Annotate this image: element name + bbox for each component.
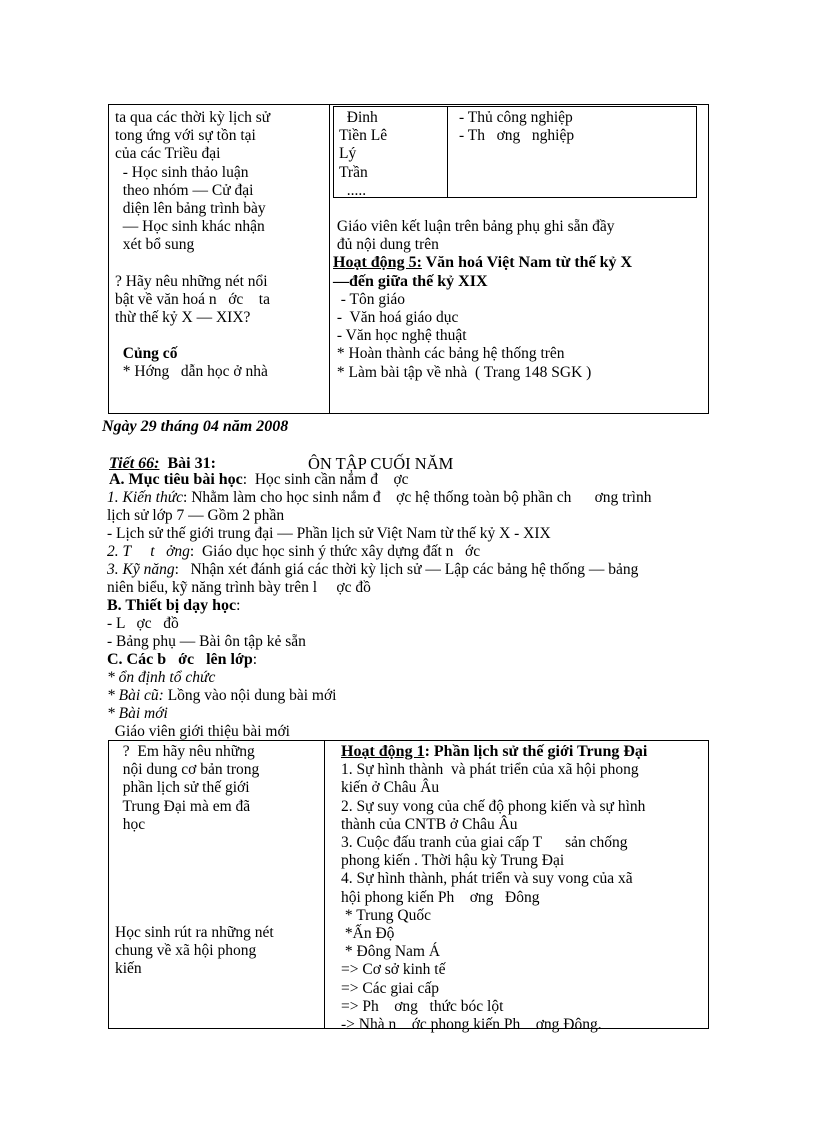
dynasty-item: ..... [339, 181, 367, 199]
equipment-line [107, 597, 240, 615]
equipment-heading: B. Thiết bị dạy học [107, 597, 237, 614]
activity5-heading [333, 254, 632, 272]
objectives-text: : Học sinh cần nắm đ ợc [242, 471, 409, 488]
activity1-heading [341, 743, 647, 761]
activity1-item: => Ph ơng thức bóc lột [341, 997, 504, 1015]
equipment-item: - Bảng phụ — Bài ôn tập kẻ sẵn [107, 633, 306, 650]
activity1-item: 2. Sự suy vong của chế độ phong kiến và sự hình [341, 797, 646, 815]
top-left-line: diện lên bảng trình bày [115, 200, 266, 218]
dynasty-item: Đinh [339, 109, 378, 126]
skills-line [107, 561, 638, 579]
activity5-item: * Làm bài tập về nhà ( Trang 148 SGK ) [333, 363, 592, 381]
activity5-label: Hoạt động 5: [333, 254, 422, 272]
equipment-item: - L ợc đồ [107, 615, 179, 632]
activity1-item: * Trung Quốc [341, 906, 432, 924]
question-line: phần lịch sử thế giới [115, 779, 250, 797]
activity1-item: thành của CNTB ở Châu Âu [341, 815, 518, 833]
activity5-title-cont: —đến giữa thế kỷ XIX [333, 272, 488, 290]
skills-cont: niên biểu, kỹ năng trình bày trên l ợc đồ [107, 579, 371, 596]
conclusion-line: Giáo viên kết luận trên bảng phụ ghi sẵn đầy [333, 218, 615, 235]
top-left-line [115, 255, 325, 273]
top-left-line: theo nhóm — Cử đại [115, 181, 254, 199]
top-left-line [115, 327, 325, 345]
economy-item: - Th ơng nghiệp [459, 127, 575, 145]
top-table-divider [329, 104, 330, 414]
knowledge-line [107, 489, 651, 507]
thought-text: : Giáo dục học sinh ý thức xây dựng đất n ớc [189, 543, 481, 560]
activity5-item: * Hoàn thành các bảng hệ thống trên [333, 345, 565, 363]
question-line: học [115, 815, 146, 833]
top-right-column [333, 218, 632, 382]
dynasty-item: Tiền Lê [339, 127, 388, 145]
top-left-line: — Học sinh khác nhận [115, 218, 265, 236]
dynasty-item: Trần [339, 163, 368, 181]
steps-line [107, 651, 257, 669]
inner-table-divider [447, 106, 448, 198]
student-line: Học sinh rút ra những nét [115, 924, 274, 941]
top-left-line: ? Hãy nêu những nét nổi [115, 272, 268, 290]
activity1-title: : Phần lịch sử thế giới Trung Đại [424, 743, 648, 760]
top-left-line: xét bổ sung [115, 236, 195, 254]
top-left-line: của các Triều đại [115, 145, 221, 163]
activity1-item: hội phong kiến Ph ơng Đông [341, 888, 540, 906]
activity1-item: 4. Sự hình thành, phát triển và suy vong của xã [341, 870, 633, 888]
activity1-item: => Cơ sở kinh tế [341, 961, 446, 979]
lesson-period: Tiết 66: [109, 455, 160, 472]
conclusion-line: đủ nội dung trên [333, 236, 439, 254]
dynasty-item: Lý [339, 145, 357, 163]
old-lesson-label: * Bài cũ: [107, 687, 164, 704]
student-line: chung về xã hội phong [115, 942, 257, 960]
steps-heading: C. Các b ớc lên lớp [107, 651, 253, 668]
thought-label: 2. T t ởng [107, 543, 190, 560]
bottom-right-column [341, 743, 647, 1034]
activity1-item: * Đông Nam Á [341, 943, 441, 961]
activity1-item: *Ấn Độ [341, 925, 395, 943]
activity1-item: 1. Sự hình thành và phát triển của xã hội phong [341, 761, 639, 779]
knowledge-parts: - Lịch sử thế giới trung đại — Phần lịch sử Việt Nam từ thế kỷ X - XIX [107, 525, 551, 542]
bottom-left-column-2 [115, 924, 274, 979]
cung-co-heading: Củng cố [115, 345, 178, 363]
inner-right-column [459, 109, 574, 145]
top-left-line: ta qua các thời kỳ lịch sử [115, 109, 271, 126]
lesson-number: Bài 31: [159, 455, 216, 472]
activity1-item: -> Nhà n ớc phong kiến Ph ơng Đông. [341, 1016, 602, 1034]
question-line: Trung Đại mà em đã [115, 797, 251, 815]
objectives-line [109, 471, 409, 489]
knowledge-text: : Nhằm làm cho học sinh nắm đ ợc hệ thống toàn bộ phần ch ơng trình [183, 489, 652, 506]
knowledge-cont: lịch sử lớp 7 — Gồm 2 phần [107, 507, 285, 524]
step-organize: * ổn định tổ chức [107, 669, 216, 686]
lesson-title: ÔN TẬP CUỐI NĂM [308, 454, 454, 473]
top-left-line: - Học sinh thảo luận [115, 163, 249, 181]
question-line: ? Em hãy nêu những [115, 743, 255, 760]
activity1-item: phong kiến . Thời hậu kỳ Trung Đại [341, 852, 565, 870]
top-left-column [115, 109, 325, 382]
skills-text: : Nhận xét đánh giá các thời kỳ lịch sử — Lập các bảng hệ thống — bảng [174, 561, 639, 578]
student-line: kiến [115, 960, 142, 978]
activity5-title: Văn hoá Việt Nam từ thế kỷ X [421, 254, 633, 272]
activity1-item: => Các giai cấp [341, 979, 439, 997]
bottom-table-divider [324, 740, 325, 1029]
inner-left-column [339, 109, 387, 200]
activity5-item: - Văn hoá giáo dục [333, 309, 459, 327]
skills-label: 3. Kỹ năng [107, 561, 175, 578]
top-left-line: tong ứng với sự tồn tại [115, 127, 256, 145]
thought-line [107, 543, 480, 561]
old-lesson-text: Lồng vào nội dung bài mới [163, 687, 337, 704]
activity5-item: - Văn học nghệ thuật [333, 327, 467, 345]
activity1-label: Hoạt động 1 [341, 743, 425, 760]
date-line: Ngày 29 tháng 04 năm 2008 [102, 418, 289, 435]
bottom-left-column [115, 743, 259, 834]
top-left-line: * Hớng dẫn học ở nhà [115, 363, 268, 381]
question-line: nội dung cơ bản trong [115, 761, 260, 779]
step-old-lesson [107, 687, 336, 705]
steps-colon: : [252, 651, 258, 668]
activity5-item: - Tôn giáo [333, 290, 406, 308]
equipment-colon: : [236, 597, 241, 614]
economy-item: - Thủ công nghiệp [459, 109, 573, 126]
knowledge-label: 1. Kiến thức [107, 489, 184, 506]
top-left-line: bật về văn hoá n ớc ta [115, 290, 270, 308]
activity1-item: kiến ở Châu Âu [341, 779, 440, 797]
teacher-intro: Giáo viên giới thiệu bài mới [107, 723, 290, 740]
top-left-line: thừ thế kỷ X — XIX? [115, 309, 251, 327]
activity1-item: 3. Cuộc đấu tranh của giai cấp T sản chống [341, 834, 628, 852]
objectives-heading: A. Mục tiêu bài học [109, 471, 243, 488]
step-new-lesson: * Bài mới [107, 705, 168, 722]
